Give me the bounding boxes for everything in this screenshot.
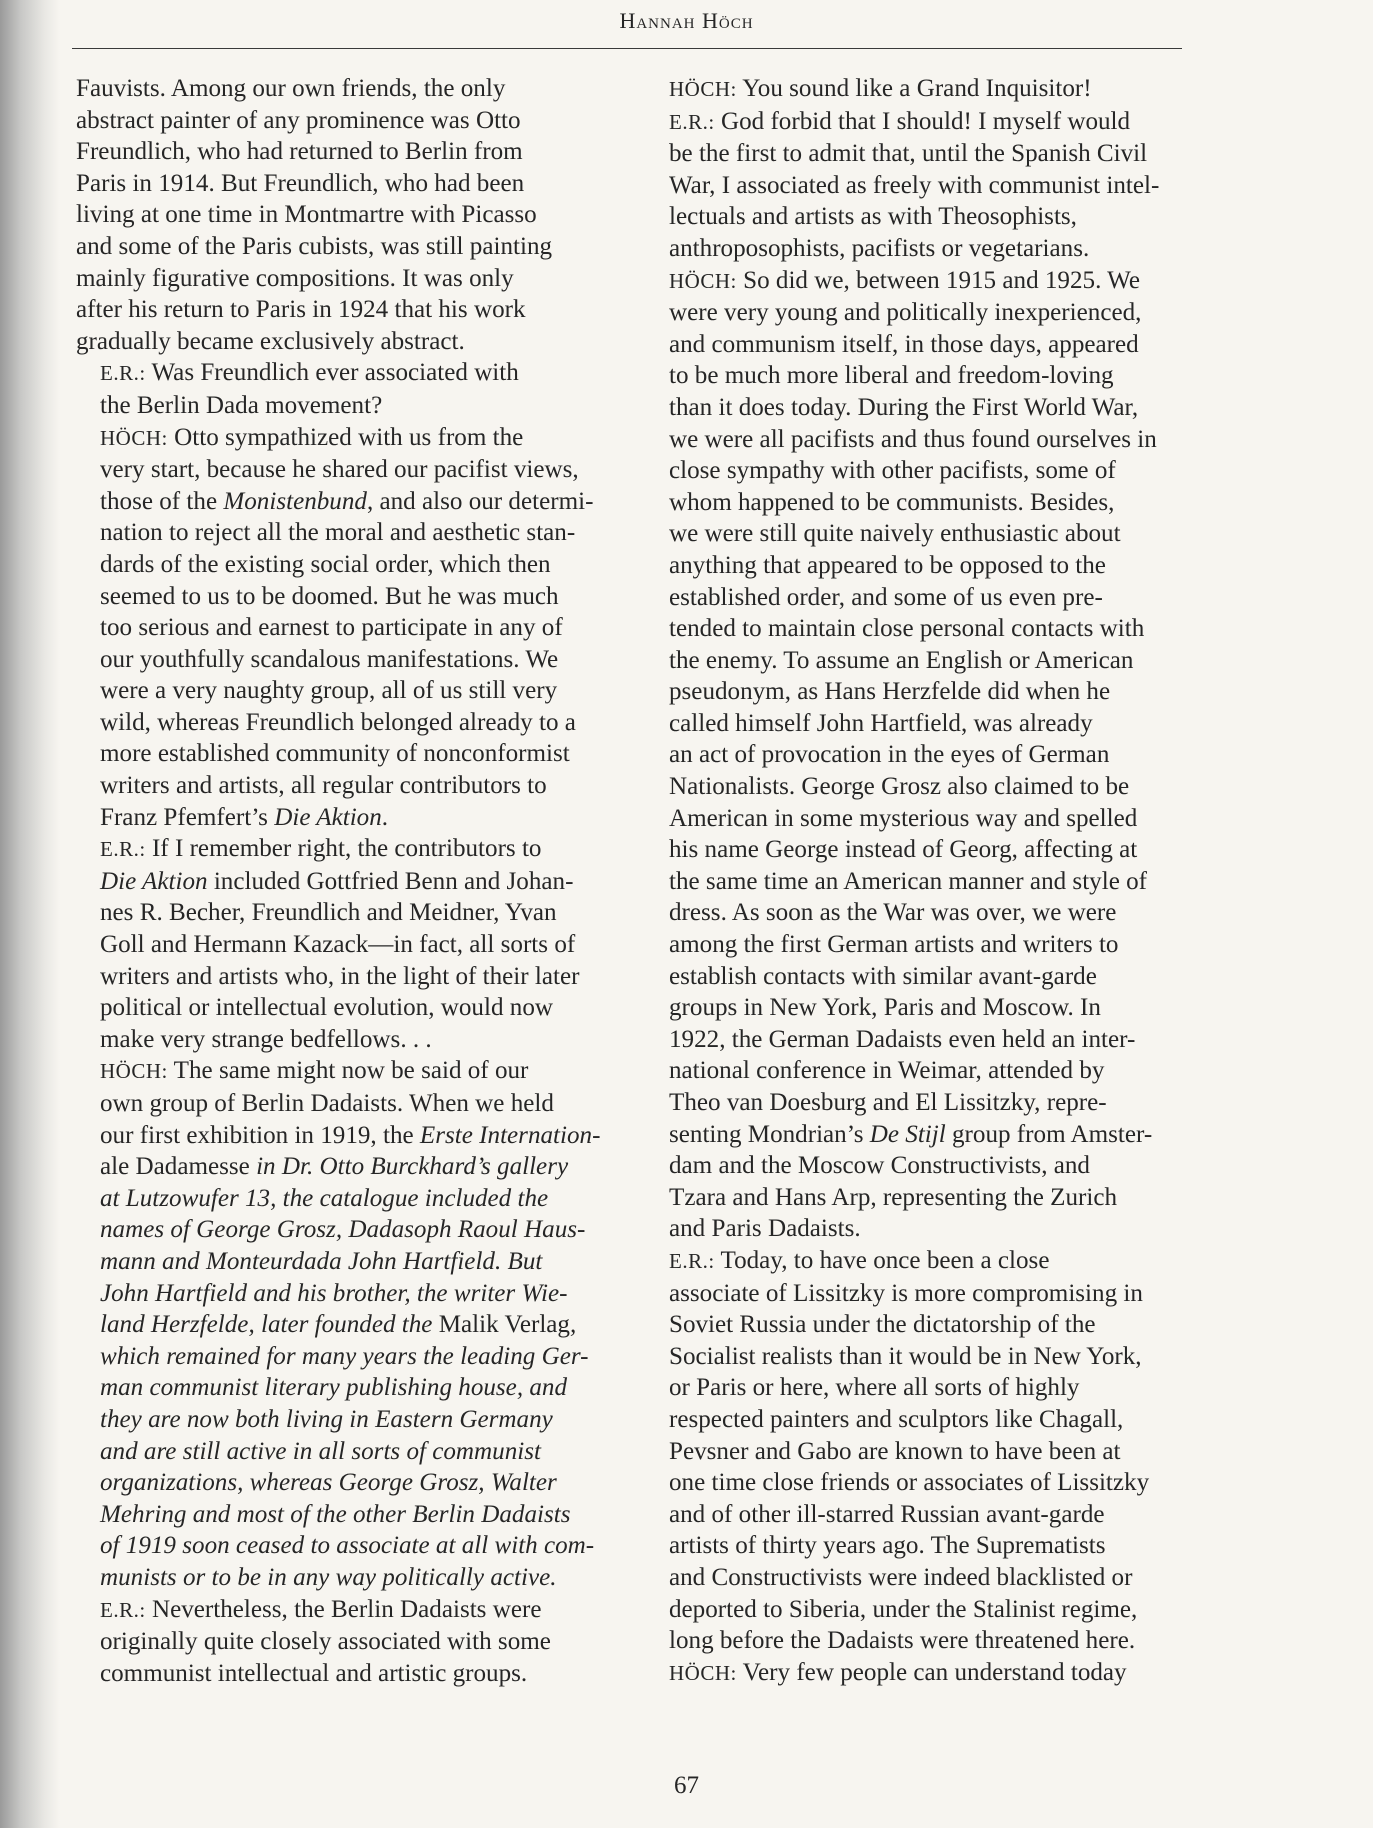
italic-title: which remained for many years the leading Ger- xyxy=(100,1342,589,1370)
speaker-label: E.R.: xyxy=(100,1597,146,1622)
speaker-label: E.R.: xyxy=(669,109,715,134)
text-line: and Constructivists were indeed blacklisted or xyxy=(669,1563,1133,1591)
text-line: originally quite closely associated with some xyxy=(100,1628,551,1656)
italic-title: at Lutzowufer 13, the catalogue included the xyxy=(100,1184,549,1212)
page-number: 67 xyxy=(674,1772,699,1799)
text-line: communist intellectual and artistic groups. xyxy=(100,1659,528,1687)
text-line xyxy=(76,1372,616,1404)
text-line: War, I associated as freely with communist intel- xyxy=(669,171,1160,199)
paragraph xyxy=(76,1594,616,1690)
text-line: establish contacts with similar avant-garde xyxy=(669,962,1097,990)
text-line: anything that appeared to be opposed to the xyxy=(669,551,1106,579)
text-line: E.R.: Was Freundlich ever associated with xyxy=(100,359,519,387)
text-line: political or intellectual evolution, would now xyxy=(100,994,553,1022)
italic-title: Mehring and most of the other Berlin Dadaists xyxy=(100,1500,571,1528)
italic-title: land Herzfelde, later founded the xyxy=(100,1311,439,1339)
text-line xyxy=(76,1341,616,1373)
text-line: seemed to us to be doomed. But he was much xyxy=(100,582,559,610)
text-line: were a very naughty group, all of us still very xyxy=(100,677,558,705)
text-line: nation to reject all the moral and aesthetic stan- xyxy=(100,519,576,547)
text-line: mainly figurative compositions. It was only xyxy=(76,264,514,292)
text-line xyxy=(76,1562,616,1594)
text-line: the same time an American manner and style of xyxy=(669,867,1148,895)
text-line: Theo van Doesburg and El Lissitzky, repre- xyxy=(669,1089,1107,1116)
text-line: Nationalists. George Grosz also claimed to be xyxy=(669,773,1130,801)
paragraph xyxy=(76,73,616,357)
text-line: pseudonym, as Hans Herzfelde did when he xyxy=(669,678,1111,706)
text-line: were very young and politically inexperienced, xyxy=(669,299,1142,327)
text-line: E.R.: If I remember right, the contributors to xyxy=(100,835,542,863)
speaker-label: HÖCH: xyxy=(100,1059,168,1084)
speaker-label: E.R.: xyxy=(669,1248,715,1273)
text-line: his name George instead of Georg, affecting at xyxy=(669,836,1138,864)
paragraph xyxy=(645,106,1185,265)
text-line xyxy=(76,1436,616,1468)
paragraph xyxy=(76,422,616,834)
text-line: Pevsner and Gabo are known to have been at xyxy=(669,1437,1121,1465)
paragraph xyxy=(76,357,616,421)
text-line: and Paris Dadaists. xyxy=(669,1215,861,1243)
text-line: E.R.: Today, to have once been a close xyxy=(669,1246,1050,1274)
text-line: to be much more liberal and freedom-loving xyxy=(669,362,1114,390)
italic-title: munists or to be in any way politically active. xyxy=(100,1563,557,1591)
running-header xyxy=(0,8,1373,34)
paragraph xyxy=(76,1055,616,1593)
italic-title: names of George Grosz, Dadasoph Raoul Haus- xyxy=(100,1216,586,1244)
text-line: respected painters and sculptors like Chagall, xyxy=(669,1405,1124,1433)
speaker-label: HÖCH: xyxy=(100,425,168,450)
text-line: established order, and some of us even pre- xyxy=(669,583,1103,611)
text-line: abstract painter of any prominence was Otto xyxy=(76,106,521,134)
text-line: E.R.: God forbid that I should! I myself would xyxy=(669,107,1131,135)
italic-title: mann and Monteurdada John Hartfield. But xyxy=(100,1247,543,1275)
text-line: land Herzfelde, later founded the Malik Verlag, xyxy=(100,1311,577,1339)
text-line: Socialist realists than it would be in New York, xyxy=(669,1342,1142,1370)
text-line: HÖCH: The same might now be said of our xyxy=(100,1057,529,1085)
italic-title: John Hartfield and his brother, the writer Wie- xyxy=(100,1279,568,1307)
italic-title: organizations, whereas George Grosz, Walter xyxy=(100,1469,557,1497)
page-gutter-shadow xyxy=(0,0,60,1828)
text-line: our first exhibition in 1919, the Erste Internation- xyxy=(100,1121,601,1149)
italic-title: Die Aktion xyxy=(100,867,208,895)
italic-title: De Stijl xyxy=(869,1120,946,1148)
text-line: make very strange bedfellows. . . xyxy=(100,1025,432,1053)
text-line xyxy=(76,1278,616,1310)
text-line: artists of thirty years ago. The Suprematists xyxy=(669,1532,1106,1560)
speaker-label: HÖCH: xyxy=(669,77,737,101)
text-line: Soviet Russia under the dictatorship of the xyxy=(669,1311,1096,1339)
speaker-label: HÖCH: xyxy=(669,268,737,293)
paragraph xyxy=(645,265,1185,1245)
text-line: anthroposophists, pacifists or vegetarians. xyxy=(669,234,1090,262)
text-line: whom happened to be communists. Besides, xyxy=(669,488,1115,516)
speaker-label: E.R.: xyxy=(100,361,146,386)
text-line: we were still quite naively enthusiastic about xyxy=(669,520,1121,548)
text-line: writers and artists who, in the light of their later xyxy=(100,962,580,990)
text-line: Goll and Hermann Kazack—in fact, all sorts of xyxy=(100,931,576,959)
text-line: national conference in Weimar, attended by xyxy=(669,1057,1105,1085)
text-line: the Berlin Dada movement? xyxy=(100,391,383,419)
italic-title: and are still active in all sorts of communist xyxy=(100,1437,541,1465)
text-line: 1922, the German Dadaists even held an inter- xyxy=(669,1025,1136,1053)
text-line: Paris in 1914. But Freundlich, who had been xyxy=(76,169,525,197)
text-line: American in some mysterious way and spelled xyxy=(669,804,1138,832)
text-line: among the first German artists and writers to xyxy=(669,931,1119,959)
text-line: those of the Monistenbund, and also our determi- xyxy=(100,487,594,515)
text-line xyxy=(76,1404,616,1436)
text-line: after his return to Paris in 1924 that his work xyxy=(76,296,526,324)
text-line: close sympathy with other pacifists, some of xyxy=(669,457,1116,485)
text-line xyxy=(76,1246,616,1278)
paragraph xyxy=(645,1245,1185,1657)
text-line: gradually became exclusively abstract. xyxy=(76,327,465,355)
text-line: tended to maintain close personal contacts with xyxy=(669,615,1145,643)
text-line xyxy=(76,1499,616,1531)
text-line: groups in New York, Paris and Moscow. In xyxy=(669,994,1101,1022)
text-line: senting Mondrian’s De Stijl group from Amster- xyxy=(669,1120,1153,1148)
italic-title: in Dr. Otto Burckhard’s gallery xyxy=(249,1153,569,1181)
right-column xyxy=(645,73,1185,1689)
text-line: the enemy. To assume an English or American xyxy=(669,646,1134,674)
text-line: ale Dadamesse in Dr. Otto Burckhard’s gallery xyxy=(100,1153,569,1181)
italic-title: Monistenbund xyxy=(223,487,367,515)
text-line: than it does today. During the First World War, xyxy=(669,393,1139,421)
text-line: associate of Lissitzky is more compromising in xyxy=(669,1279,1143,1307)
text-line: own group of Berlin Dadaists. When we held xyxy=(100,1090,554,1117)
text-line: called himself John Hartfield, was already xyxy=(669,709,1093,737)
italic-title: Erste Internation- xyxy=(419,1121,601,1149)
text-line: we were all pacifists and thus found ourselves in xyxy=(669,425,1157,453)
text-line: be the first to admit that, until the Spanish Civil xyxy=(669,140,1148,168)
text-line: deported to Siberia, under the Stalinist regime, xyxy=(669,1595,1138,1623)
italic-title: , xyxy=(569,1311,577,1339)
text-line: and of other ill-starred Russian avant-garde xyxy=(669,1500,1105,1528)
text-line: more established community of nonconformist xyxy=(100,740,570,768)
speaker-label: HÖCH: xyxy=(669,1660,737,1685)
text-line: E.R.: Nevertheless, the Berlin Dadaists were xyxy=(100,1595,542,1623)
text-line: one time close friends or associates of Lissitzky xyxy=(669,1469,1150,1497)
text-line: long before the Dadaists were threatened here. xyxy=(669,1627,1136,1655)
text-line xyxy=(76,1183,616,1215)
text-line: an act of provocation in the eyes of German xyxy=(669,741,1110,769)
text-line: living at one time in Montmartre with Picasso xyxy=(76,201,537,229)
text-line: nes R. Becher, Freundlich and Meidner, Yvan xyxy=(100,899,557,927)
text-line: HÖCH: You sound like a Grand Inquisitor! xyxy=(669,75,1092,102)
paragraph xyxy=(76,833,616,1055)
italic-title: they are now both living in Eastern Germany xyxy=(100,1405,553,1433)
text-line: Tzara and Hans Arp, representing the Zurich xyxy=(669,1183,1118,1211)
text-line: our youthfully scandalous manifestations. We xyxy=(100,645,559,673)
text-line: writers and artists, all regular contributors to xyxy=(100,772,547,800)
text-line xyxy=(76,1467,616,1499)
text-line: and communism itself, in those days, appeared xyxy=(669,330,1139,358)
italic-title: man communist literary publishing house, and xyxy=(100,1374,568,1402)
text-line: dress. As soon as the War was over, we were xyxy=(669,899,1117,927)
italic-title: Die Aktion xyxy=(274,803,382,831)
text-line: Franz Pfemfert’s Die Aktion. xyxy=(100,803,389,831)
speaker-label: E.R.: xyxy=(100,837,146,862)
text-line: or Paris or here, where all sorts of highly xyxy=(669,1374,1080,1402)
text-line: Die Aktion included Gottfried Benn and Johan- xyxy=(100,867,574,895)
text-line xyxy=(76,1214,616,1246)
text-line: HÖCH: Otto sympathized with us from the xyxy=(100,423,524,451)
left-column xyxy=(76,73,616,1689)
text-line xyxy=(76,1530,616,1562)
text-line: too serious and earnest to participate in any of xyxy=(100,614,563,642)
paragraph xyxy=(645,1657,1185,1690)
header-rule xyxy=(72,48,1182,49)
paragraph xyxy=(645,73,1185,106)
italic-title: of 1919 soon ceased to associate at all with com- xyxy=(100,1532,595,1560)
running-header-title: Hannah Höch xyxy=(619,8,754,33)
text-line: and some of the Paris cubists, was still painting xyxy=(76,232,553,260)
text-line: wild, whereas Freundlich belonged already to a xyxy=(100,708,576,736)
text-line: lectuals and artists as with Theosophists, xyxy=(669,203,1077,231)
text-line: HÖCH: So did we, between 1915 and 1925. We xyxy=(669,266,1140,294)
text-line: dam and the Moscow Constructivists, and xyxy=(669,1152,1090,1180)
text-line: very start, because he shared our pacifist views, xyxy=(100,456,579,484)
text-line: Freundlich, who had returned to Berlin from xyxy=(76,138,523,166)
text-line: dards of the existing social order, which then xyxy=(100,550,551,578)
text-line: HÖCH: Very few people can understand today xyxy=(669,1658,1127,1686)
text-line: Fauvists. Among our own friends, the only xyxy=(76,75,506,102)
